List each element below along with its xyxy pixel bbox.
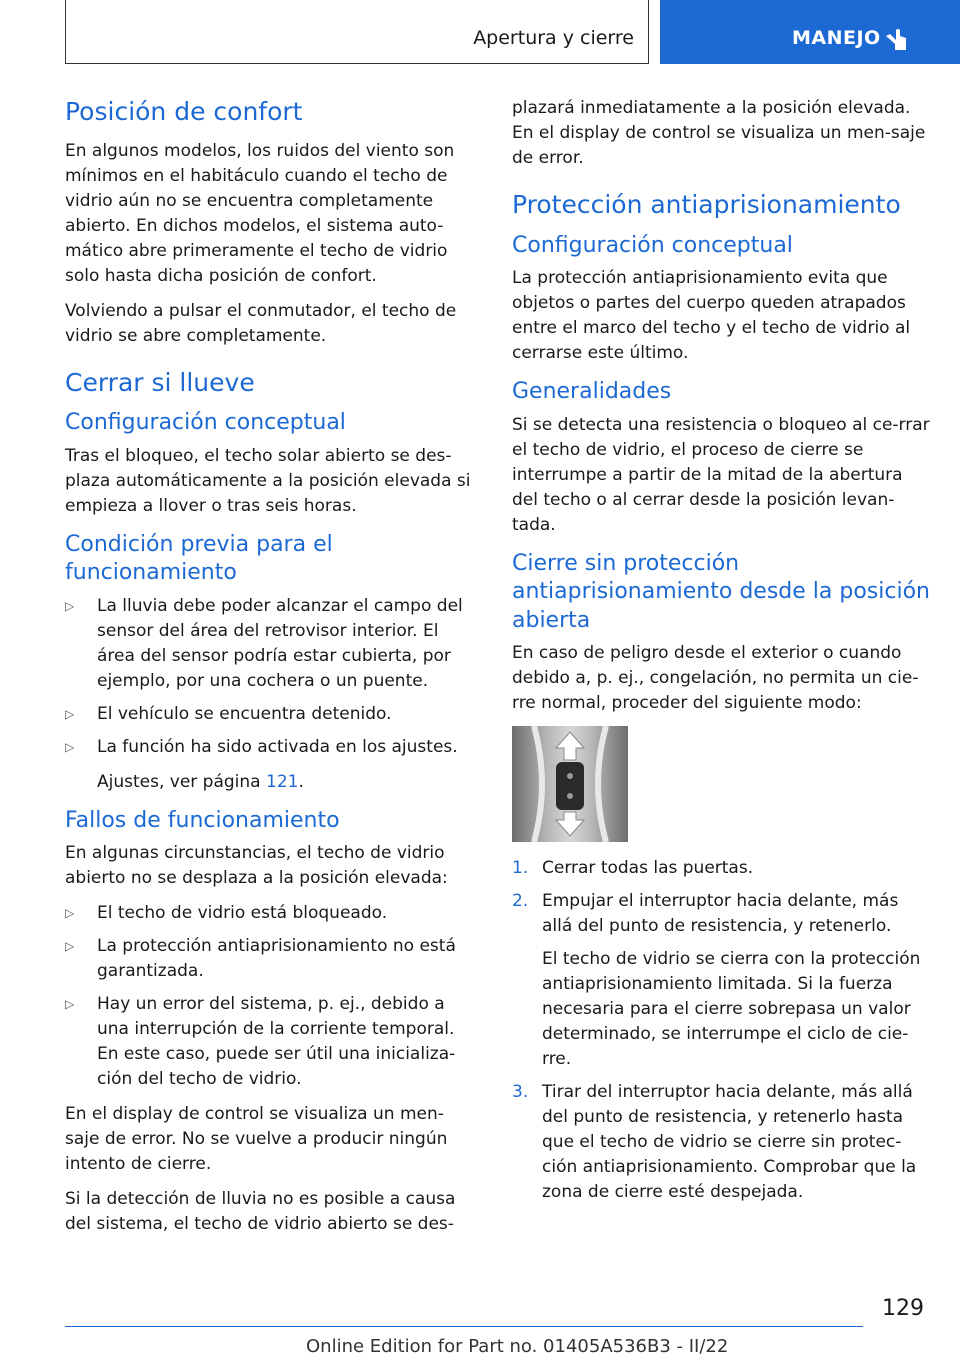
right-column <box>512 96 930 1213</box>
paragraph-confort-1: En algunos modelos, los ruidos del viento son mínimos en el habitáculo cuando el techo de vidrio aún no se encuentra completamente abierto. En dichos modelos, el sistema auto-mático abre primeramente el techo de vidrio solo hasta dicha posición de confort. <box>65 140 455 286</box>
step-extra: El techo de vidrio se cierra con la protección antiaprisionamiento limitada. Si la fuerza necesaria para el cierre sobrepasa un valor determinado, se interrumpe el ciclo de cie-rre. <box>542 949 921 1070</box>
section-header-box <box>65 0 649 64</box>
paragraph-generalidades: Si se detecta una resistencia o bloqueo al ce-rrar el techo de vidrio, el proceso de cierre se interrumpe a partir de la mitad de la abertura del techo o al cerrar desde la posición levan-tada. <box>512 414 930 535</box>
roof-switch-figure <box>512 726 628 842</box>
triangle-bullet-icon: ▷ <box>65 906 75 921</box>
heading-proteccion: Protección antiaprisionamiento <box>512 190 901 219</box>
heading-cierre-sin-proteccion: Cierre sin protección antiaprisionamiento desde la posición abierta <box>512 550 930 633</box>
list-fallos <box>65 901 475 1092</box>
triangle-bullet-icon: ▷ <box>65 939 75 954</box>
list-item: ▷ El vehículo se encuentra detenido. <box>65 702 475 727</box>
chapter-tab[interactable] <box>660 0 960 64</box>
triangle-bullet-icon: ▷ <box>65 598 75 613</box>
steps-list <box>512 856 930 1205</box>
paragraph-display: En el display de control se visualiza un men-saje de error. No se vuelve a producir ningún intento de cierre. <box>65 1104 448 1175</box>
page-header <box>0 0 960 66</box>
paragraph-cierre: En caso de peligro desde el exterior o cuando debido a, p. ej., congelación, no permita un cie-rre normal, proceder del siguiente modo: <box>512 643 919 714</box>
paragraph-continuation: plazará inmediatamente a la posición elevada. En el display de control se visualiza un men-saje de error. <box>512 98 926 168</box>
heading-cerrar-si-llueve: Cerrar si llueve <box>65 367 255 397</box>
list-item <box>512 856 930 881</box>
triangle-bullet-icon: ▷ <box>65 739 75 754</box>
heading-generalidades: Generalidades <box>512 379 672 405</box>
paragraph-lluvia: Si la detección de lluvia no es posible a causa del sistema, el techo de vidrio abierto se des- <box>65 1189 456 1235</box>
ajustes-reference: Ajustes, ver página 121. <box>97 771 304 792</box>
triangle-bullet-icon: ▷ <box>65 706 75 721</box>
heading-configuracion-conceptual-2: Configuración conceptual <box>512 232 793 258</box>
triangle-bullet-icon: ▷ <box>65 997 75 1012</box>
step-number: 2. <box>512 891 529 912</box>
heading-fallos: Fallos de funcionamiento <box>65 807 340 833</box>
paragraph-fallos: En algunas circunstancias, el techo de vidrio abierto no se desplaza a la posición elevada: <box>65 843 448 889</box>
paragraph-confort-2: Volviendo a pulsar el conmutador, el techo de vidrio se abre completamente. <box>65 300 457 346</box>
step-text: Cerrar todas las puertas. <box>542 858 754 879</box>
step-number: 1. <box>512 858 529 879</box>
list-item <box>512 1080 930 1205</box>
page-number: 129 <box>882 1296 924 1321</box>
section-title: Apertura y cierre <box>473 27 634 49</box>
heading-posicion-confort: Posición de confort <box>65 97 303 126</box>
step-text: Empujar el interruptor hacia delante, más allá del punto de resistencia, y retenerlo. <box>542 891 899 937</box>
heading-configuracion-conceptual: Configuración conceptual <box>65 410 346 435</box>
list-item: ▷ El techo de vidrio está bloqueado. <box>65 901 475 926</box>
list-item: ▷ La protección antiaprisionamiento no está garantizada. <box>65 936 456 982</box>
footer-edition: Online Edition for Part no. 01405A536B3 - II/22 <box>306 1336 729 1357</box>
list-item: ▷ Hay un error del sistema, p. ej., debido a una interrupción de la corriente temporal. En este caso, puede ser útil una inicializa-ción del techo de vidrio. <box>65 994 456 1090</box>
step-text: Tirar del interruptor hacia delante, más allá del punto de resistencia, y retenerlo hasta que el techo de vidrio se cierre sin protec-ción antiaprisionamiento. Comprobar que la zona de cierre esté despejada. <box>542 1082 917 1203</box>
heading-condicion-previa: Condición previa para el funcionamiento <box>65 531 333 586</box>
roof-switch-icon <box>512 726 628 842</box>
list-item: ▷ La función ha sido activada en los ajustes. <box>65 735 475 760</box>
page-link-121[interactable]: 121 <box>266 771 299 792</box>
paragraph-configuracion: Tras el bloqueo, el techo solar abierto se des-plaza automáticamente a la posición elevada si empieza a llover o tras seis horas. <box>65 445 471 516</box>
paragraph-configuracion-2: La protección antiaprisionamiento evita que objetos o partes del cuerpo queden atrapados entre el marco del techo y el techo de vidrio al cerrarse este último. <box>512 268 911 364</box>
hand-pointer-icon <box>882 24 910 56</box>
step-number: 3. <box>512 1082 529 1103</box>
list-item: ▷ La lluvia debe poder alcanzar el campo del sensor del área del retrovisor interior. El área del sensor podría estar cubierta, por ejemplo, por una cochera o un puente. <box>65 595 463 691</box>
list-item <box>512 889 930 1072</box>
left-column <box>65 96 475 1247</box>
footer-divider <box>65 1326 863 1327</box>
chapter-tab-label: MANEJO <box>792 27 881 49</box>
list-condicion <box>65 594 475 760</box>
